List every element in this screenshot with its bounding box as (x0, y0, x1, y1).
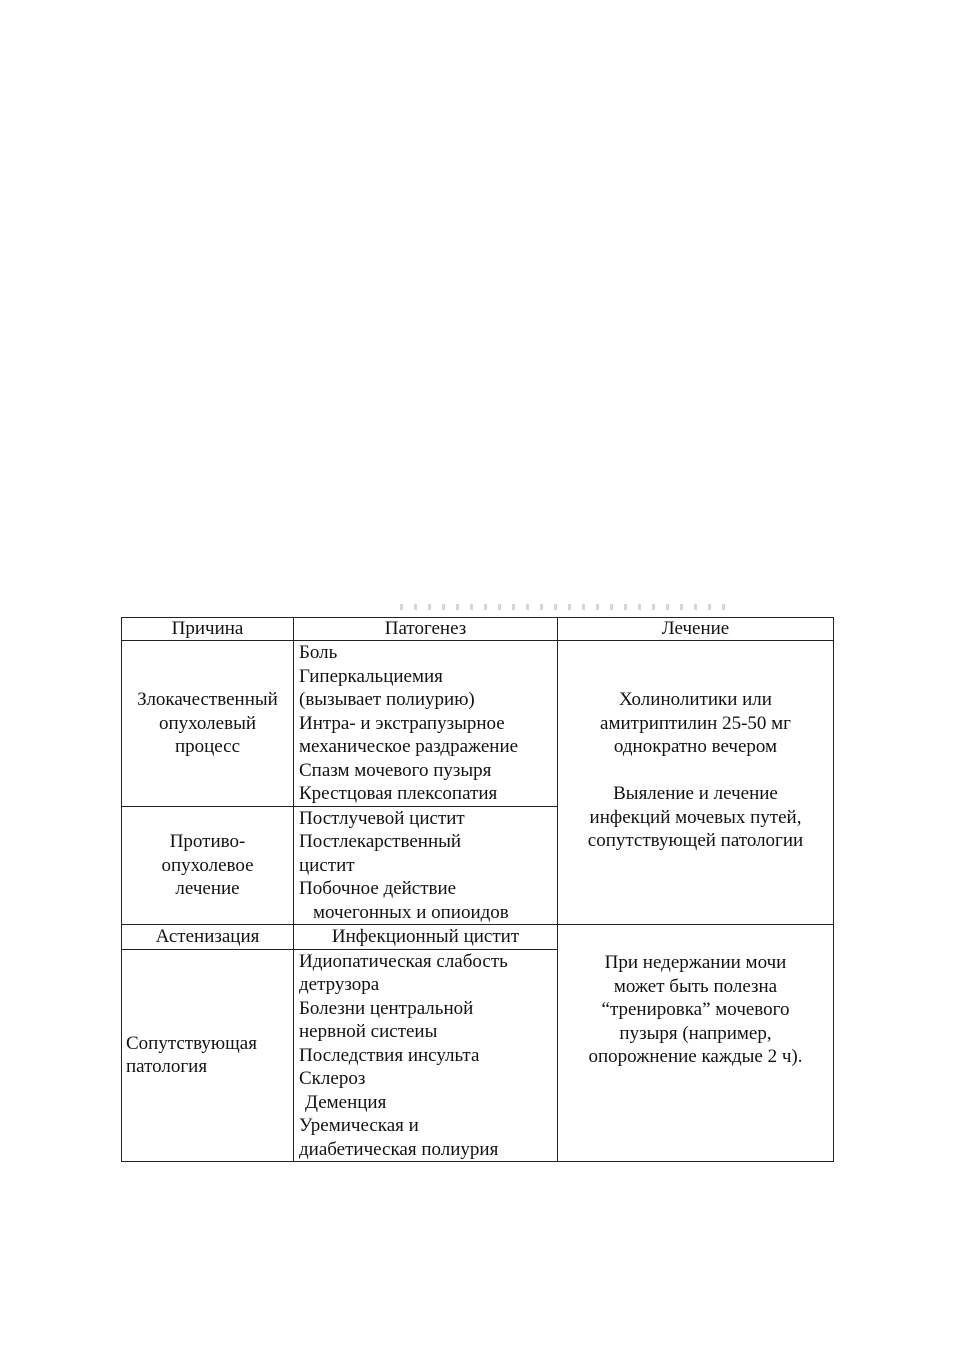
cause-line: Злокачественный (137, 689, 278, 710)
cause-cell-malignant (122, 641, 294, 807)
treatment-line: При недержании мочи (604, 952, 787, 973)
pathogenesis-line: диабетическая полиурия (299, 1138, 499, 1160)
pathogenesis-line: Боль (299, 642, 338, 663)
cause-cell-asthenia: Астенизация (122, 925, 294, 950)
pathogenesis-line: механическое раздражение (299, 736, 519, 757)
cause-line: опухолевый (158, 712, 256, 734)
pathogenesis-line: Постлучевой цистит (299, 807, 465, 829)
scan-artifact-line (400, 604, 730, 610)
pathogenesis-cell-malignant (294, 641, 558, 807)
treatment-line: инфекций мочевых путей, (589, 806, 802, 828)
cause-cell-antitumor (122, 806, 294, 925)
cause-line: опухолевое (161, 854, 254, 876)
treatment-line: “тренировка” мочевого (601, 999, 790, 1020)
cause-line: патология (126, 1056, 208, 1078)
pathogenesis-line: Деменция (305, 1091, 387, 1113)
pathogenesis-line: Болезни центральной (299, 997, 474, 1019)
pathogenesis-line: Идиопатическая слабость (299, 950, 508, 972)
header-treatment: Лечение (558, 618, 834, 641)
header-cause: Причина (122, 618, 294, 641)
pathogenesis-line: Гиперкальциемия (299, 665, 443, 687)
treatment-line: амитриптилин 25-50 мг (600, 712, 791, 734)
treatment-line: пузыря (например, (619, 1022, 772, 1044)
treatment-line: опорожнение каждые 2 ч). (588, 1046, 803, 1067)
pathogenesis-line: Уремическая и (299, 1115, 419, 1136)
pathogenesis-cell-asthenia: Инфекционный цистит (294, 925, 558, 950)
cause-line: лечение (175, 878, 240, 899)
pathogenesis-line: Склероз (299, 1068, 366, 1089)
pathogenesis-line: Интра- и экстрапузырное (299, 712, 505, 734)
treatment-line: Холинолитики или (619, 689, 772, 710)
treatment-line: Выяление и лечение (613, 783, 778, 804)
treatment-cell-lower (558, 925, 834, 1162)
treatment-line: сопутствующей патологии (587, 830, 804, 851)
pathogenesis-line: нервной систеиы (299, 1021, 438, 1042)
cause-line: Противо- (169, 831, 246, 852)
cause-cell-comorbidity (122, 949, 294, 1162)
pathogenesis-line: мочегонных и опиоидов (313, 901, 509, 923)
pathogenesis-line: (вызывает полиурию) (299, 689, 475, 710)
treatment-cell-upper (558, 641, 834, 925)
pathogenesis-cell-antitumor (294, 806, 558, 925)
pathogenesis-line: Побочное действие (299, 878, 457, 899)
table-row-malignant (122, 641, 834, 807)
treatment-infection (558, 782, 833, 853)
pathogenesis-line: Крестцовая плексопатия (299, 783, 498, 804)
header-pathogenesis: Патогенез (294, 618, 558, 641)
pathogenesis-line: Последствия инсульта (299, 1044, 480, 1066)
treatment-line: может быть полезна (613, 975, 778, 997)
pathogenesis-line: Спазм мочевого пузыря (299, 759, 492, 781)
pathogenesis-line: цистит (299, 854, 355, 876)
cause-line: Сопутствующая (126, 1032, 257, 1054)
pathogenesis-line: Постлекарственный (299, 831, 462, 852)
table-header-row (122, 618, 834, 641)
pathogenesis-cell-comorbidity (294, 949, 558, 1162)
treatment-bladder-training (558, 951, 833, 1069)
causes-treatment-table (121, 617, 834, 1162)
treatment-line: однократно вечером (613, 736, 778, 757)
treatment-anticholinergics (558, 688, 833, 759)
table-row-asthenia (122, 925, 834, 950)
pathogenesis-line: детрузора (299, 974, 380, 995)
cause-line: процесс (174, 736, 241, 757)
